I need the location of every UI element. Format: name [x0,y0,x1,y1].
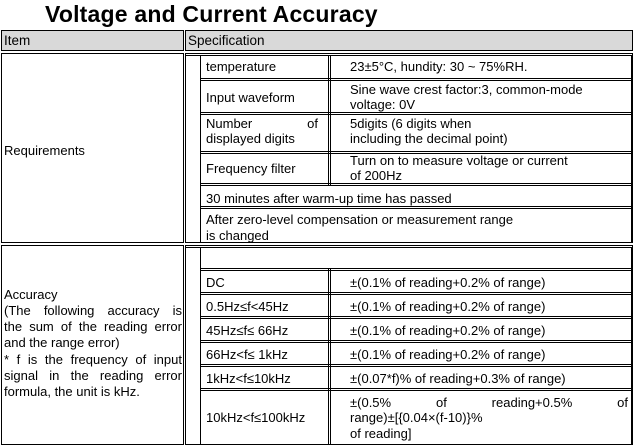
acc-spec-dc: ±(0.1% of reading+0.2% of range) [350,275,546,290]
req-digits-value-2: including the decimal point) [350,131,508,146]
acc-cond-dc: DC [206,275,225,290]
acc-cond-row: 1kHz<f≤10kHz [206,371,291,386]
accuracy-label-line: the sum of the reading error [4,319,182,334]
req-sep [200,151,633,152]
acc-sep [200,270,633,271]
acc-spec-row-line: ±(0.5% of reading+0.5% of [350,395,628,410]
acc-left-line [200,247,201,445]
acc-sep [200,268,633,269]
acc-cond-row: 45Hz≤f≤ 66Hz [206,323,289,338]
req-sep [200,206,633,207]
req-zero-note-1: After zero-level compensation or measurement range [206,212,514,227]
req-filter-label: Frequency filter [206,161,296,176]
acc-right-line [631,247,632,445]
accuracy-label-line: * f is the frequency of input [4,352,182,367]
acc-spec-row-line: of reading] [350,426,412,441]
req-warmup-note: 30 minutes after warm-up time has passed [206,191,452,206]
acc-sep [185,247,633,248]
acc-sep [200,292,633,293]
page-title: Voltage and Current Accuracy [45,1,378,27]
req-filter-value-2: of 200Hz [350,168,403,183]
requirements-label: Requirements [4,143,85,158]
header-item: Item [4,33,31,48]
req-sep [200,80,633,81]
acc-sep [200,316,633,317]
req-digits-label-1: Number of [206,116,318,131]
acc-spec-row-line: range)±[{0.04×(f-10)}% [350,410,483,425]
req-left-line [200,55,201,243]
accuracy-label-line: (The following accuracy is [4,303,182,318]
req-temperature-value: 23±5°C, hundity: 30 ~ 75%RH. [350,59,528,74]
accuracy-label-line: formula, the unit is kHz. [4,384,140,399]
acc-spec-row: ±(0.1% of reading+0.2% of range) [350,323,546,338]
req-mid-line [330,55,331,185]
header-specification: Specification [188,33,265,48]
acc-spec-row: ±(0.1% of reading+0.2% of range) [350,347,546,362]
acc-sep [200,294,633,295]
req-digits-value-1: 5digits (6 digits when [350,116,472,131]
req-sep [200,183,633,184]
acc-sep [200,318,633,319]
req-sep [200,208,633,209]
req-right-line [631,55,632,243]
req-waveform-value-2: voltage: 0V [350,97,416,112]
acc-cond-row: 10kHz<f≤100kHz [206,410,306,425]
req-digits-label-2: displayed digits [206,131,295,146]
acc-sep [200,388,633,389]
acc-spec-row: ±(0.1% of reading+0.2% of range) [350,299,546,314]
req-sep [185,55,633,56]
acc-sep [200,364,633,365]
acc-cond-row: 0.5Hz≤f<45Hz [206,299,289,314]
req-waveform-value-1: Sine wave crest factor:3, common-mode [350,82,583,97]
req-sep [200,112,633,113]
req-waveform-label: Input waveform [206,90,295,105]
req-sep [200,78,633,79]
req-mid-line [328,55,329,185]
acc-sep [200,390,633,391]
accuracy-label-line: and the range error) [4,335,120,350]
acc-cond-row: 66Hz<f≤ 1kHz [206,347,288,362]
accuracy-label-line: Accuracy [4,287,58,302]
acc-sep [200,366,633,367]
req-filter-value-1: Turn on to measure voltage or current [350,153,568,168]
req-temperature-label: temperature [206,59,277,74]
acc-spec-row: ±(0.07*f)% of reading+0.3% of range) [350,371,566,386]
req-sep [200,185,633,186]
req-sep [200,114,633,115]
acc-sep [200,340,633,341]
acc-sep [200,342,633,343]
req-zero-note-2: is changed [206,228,269,243]
accuracy-label-line: signal in the reading error [4,368,182,383]
